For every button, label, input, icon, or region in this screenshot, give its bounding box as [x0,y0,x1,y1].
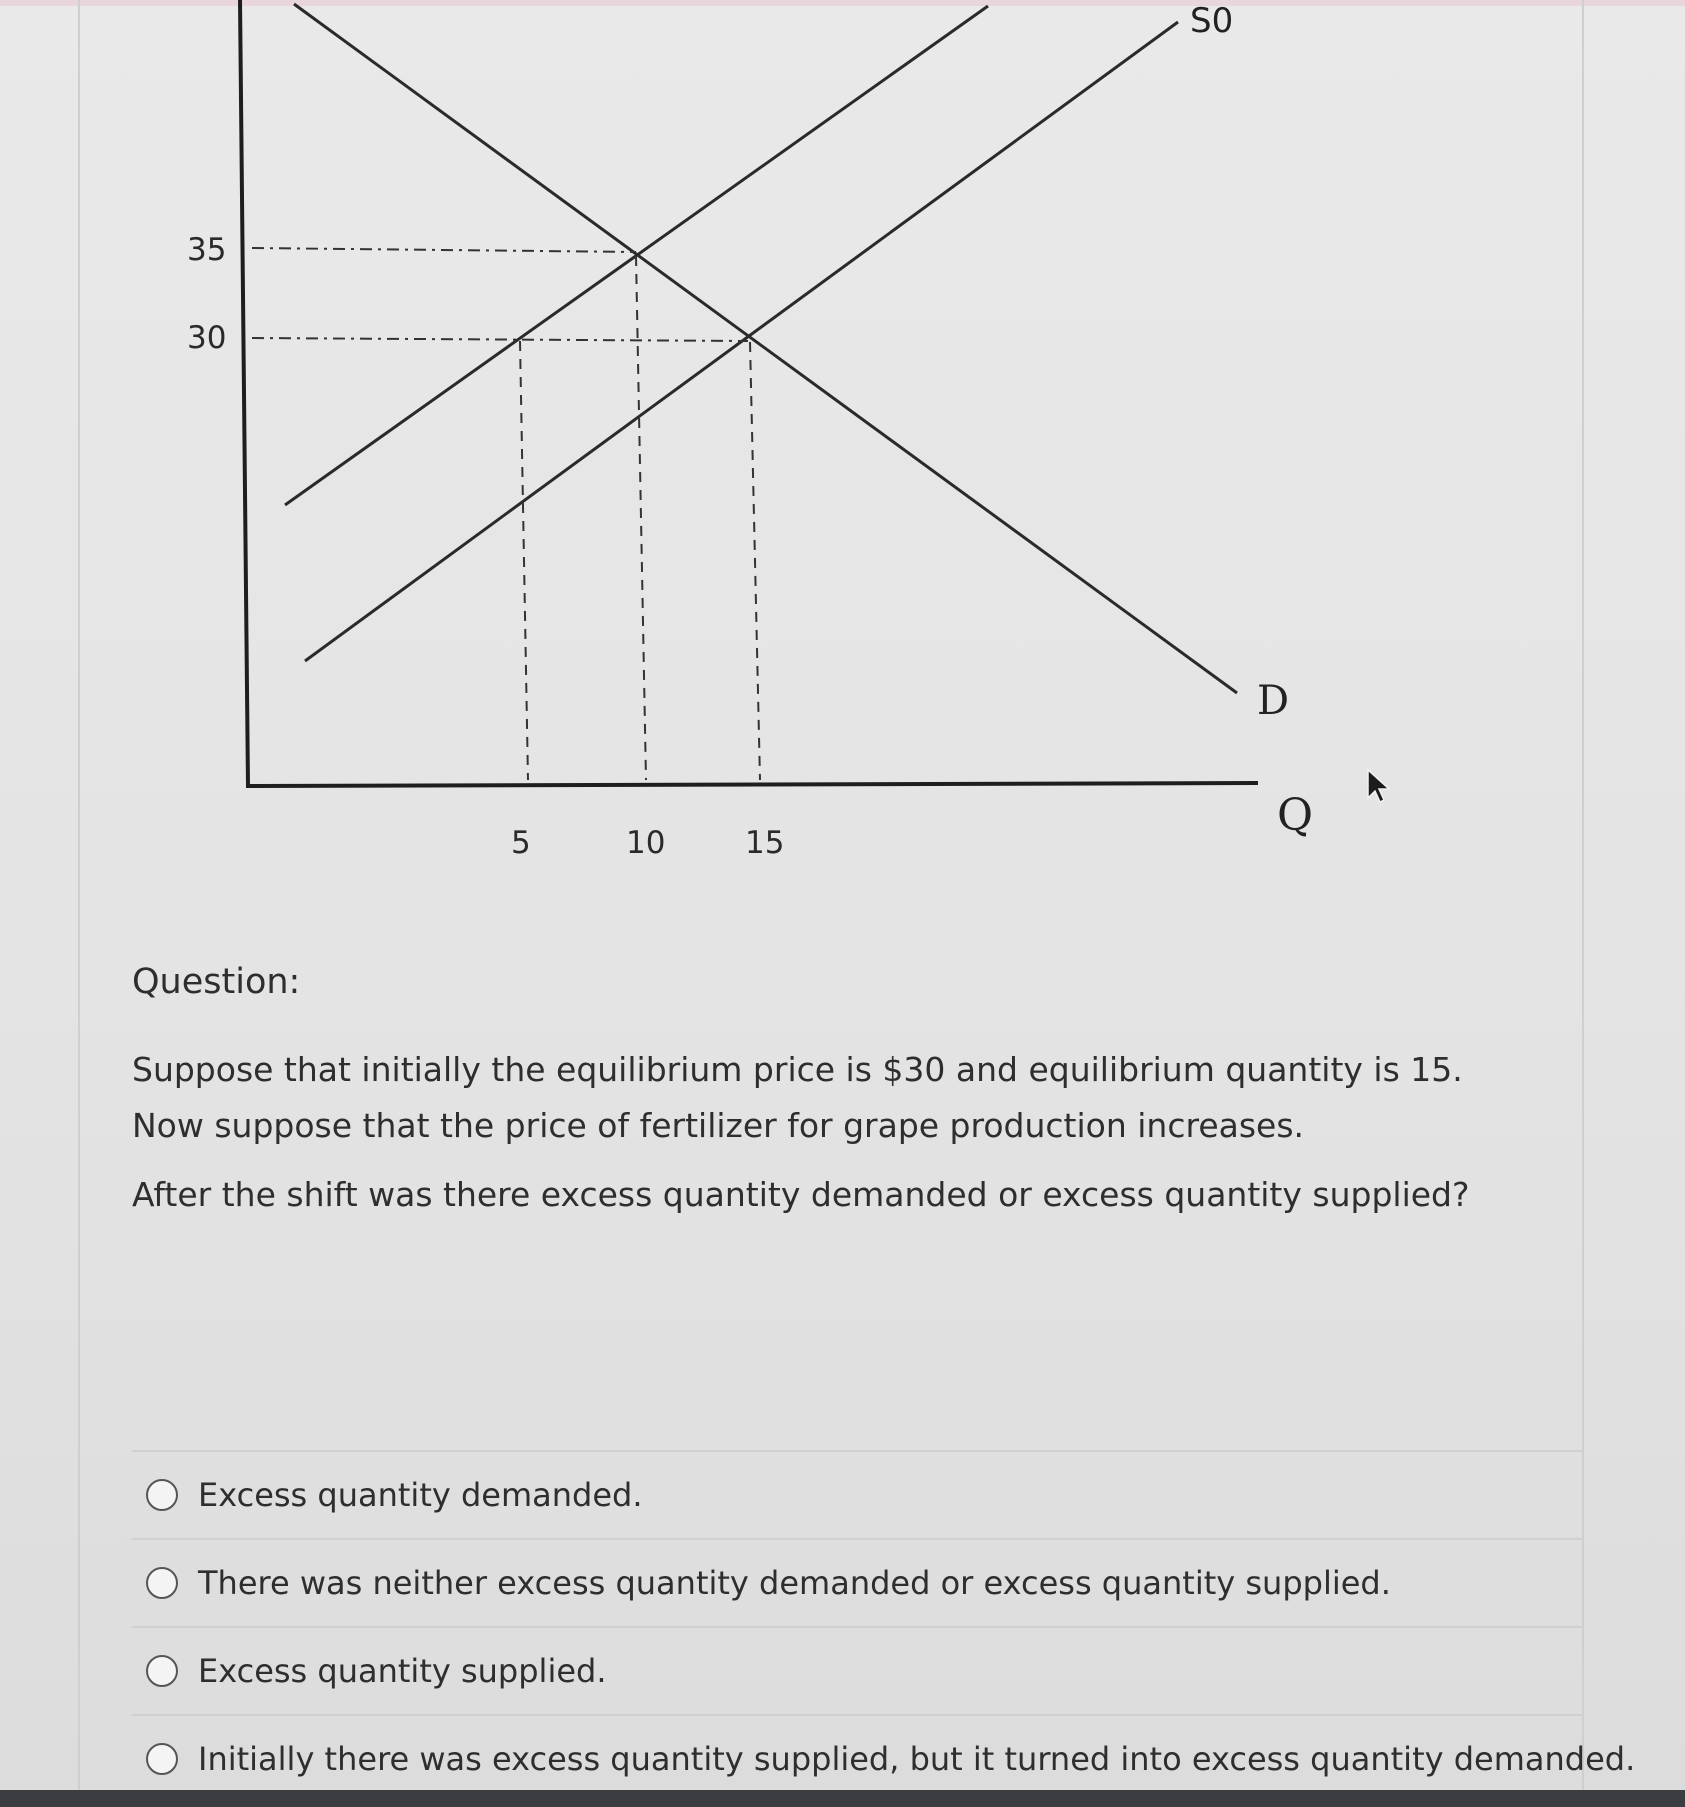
answer-options [132,1450,1636,1802]
option-excess-demanded[interactable] [132,1450,1582,1538]
guide-30 [252,338,748,341]
radio-button[interactable] [146,1479,178,1511]
question-ask: After the shift was there excess quantity demanded or excess quantity supplied? [132,1175,1470,1214]
radio-button[interactable] [146,1743,178,1775]
radio-button[interactable] [146,1567,178,1599]
supply-label: S0 [1190,1,1234,41]
option-label: Excess quantity demanded. [198,1476,643,1514]
y-axis [240,0,248,787]
guide-35 [252,248,636,252]
question-text: Suppose that initially the equilibrium price is $30 and equilibrium quantity is 15. Now suppose that the price of fertilizer for grape production increases. [132,1050,1463,1145]
guide-q5 [520,341,528,780]
question-heading: Question: [132,962,301,1002]
guide-q15 [750,342,760,780]
supply-curve-s1 [285,6,988,505]
x-tick-5: 5 [511,825,531,861]
option-neither[interactable] [132,1538,1582,1626]
q-axis-label: Q [1277,790,1314,841]
x-tick-15: 15 [745,825,785,861]
option-excess-supplied[interactable] [132,1626,1582,1714]
x-tick-10: 10 [626,825,666,861]
y-tick-30: 30 [187,320,227,356]
option-supplied-then-demanded[interactable] [132,1714,1636,1802]
mouse-pointer-icon [1364,768,1394,808]
option-label: Initially there was excess quantity supplied, but it turned into excess quantity demanded. [198,1740,1636,1778]
radio-button[interactable] [146,1655,178,1687]
supply-demand-chart [0,0,1685,900]
option-label: There was neither excess quantity demanded or excess quantity supplied. [198,1564,1391,1602]
y-tick-35: 35 [187,232,227,268]
bottom-bezel [0,1790,1685,1807]
guide-q10 [636,256,646,780]
x-axis [246,783,1258,786]
demand-curve [294,4,1237,693]
demand-label: D [1257,678,1290,724]
option-label: Excess quantity supplied. [198,1652,607,1690]
